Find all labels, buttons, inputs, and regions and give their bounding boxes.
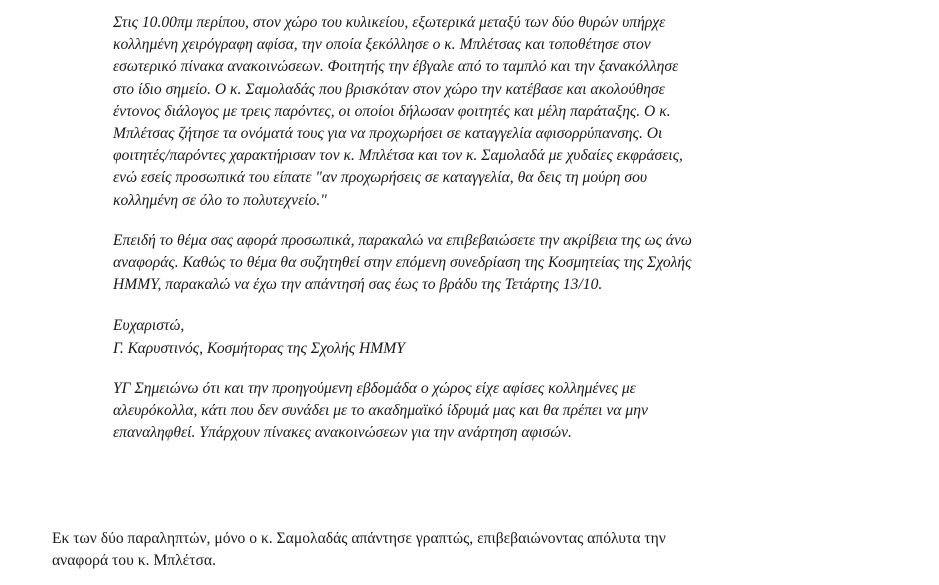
letter-signature: Γ. Καρυστινός, Κοσμήτορας της Σχολής ΗΜΜΥ xyxy=(113,339,405,357)
letter-closing: Ευχαριστώ, xyxy=(113,317,185,335)
article-note: Εκ των δύο παραληπτών, μόνο ο κ. Σαμολαδάς απάντησε γραπτώς, επιβεβαιώνοντας απόλυτα την αναφορά του κ. Μπλέτσα. xyxy=(52,530,666,570)
letter-paragraph-incident: Στις 10.00πμ περίπου, στον χώρο του κυλικείου, εξωτερικά μεταξύ των δύο θυρών υπήρχε κολλημένη χειρόγραφη αφίσα, την οποία ξεκόλλησε ο κ. Μπλέτσας και τοποθέτησε στον εσωτερικό πίνακα ανακοινώσεων. Φοιτητής την έβγαλε από το ταμπλό και την ξανακόλλησε στο ίδιο σημείο. Ο κ. Σαμολαδάς που βρισκόταν στον χώρο την κατέβασε και ακολούθησε έντονος διάλογος με τρεις παρόντες, οι οποίοι δήλωσαν φοιτητές και μέλη παράταξης. Ο κ. Μπλέτσας ζήτησε τα ονόματά τους για να προχωρήσει σε καταγγελία αφισορρύπανσης. Οι φοιτητές/παρόντες χαρακτήρισαν τον κ. Μπλέτσα και τον κ. Σαμολαδά με χυδαίες εκφράσεις, ενώ εσείς προσωπικά του είπατε "αν προχωρήσεις σε καταγγελία, θα δεις τη μούρη σου κολλημένη σε όλο το πολυτεχνείο." xyxy=(113,14,683,209)
letter-postscript: ΥΓ Σημειώνω ότι και την προηγούμενη εβδομάδα ο χώρος είχε αφίσες κολλημένες με αλευρόκολλα, κάτι που δεν συνάδει με το ακαδημαϊκό ίδρυμά μας και θα πρέπει να μην επαναληφθεί. Υπάρχουν πίνακες ανακοινώσεων για την ανάρτηση αφισών. xyxy=(113,379,648,442)
quoted-letter xyxy=(113,12,894,444)
letter-paragraph-request: Επειδή το θέμα σας αφορά προσωπικά, παρακαλώ να επιβεβαιώσετε την ακρίβεια της ως άνω αναφοράς. Καθώς το θέμα θα συζητηθεί στην επόμενη συνεδρίαση της Κοσμητείας της Σχολής ΗΜΜΥ, παρακαλώ να έχω την απάντησή σας έως το βράδυ της Τετάρτης 13/10. xyxy=(113,231,692,294)
